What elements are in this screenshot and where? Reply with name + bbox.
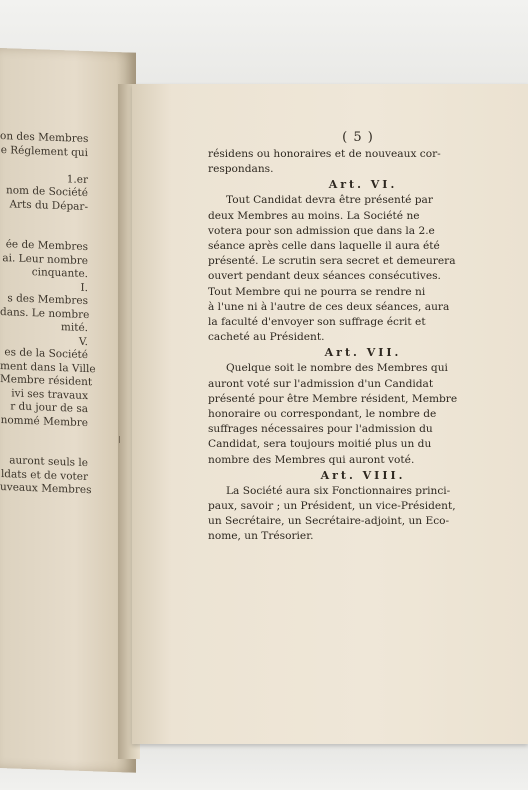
text-line: suffrages nécessaires pour l'admission du: [208, 423, 433, 436]
text-line: votera pour son admission que dans la 2.e: [208, 224, 435, 237]
left-text-line: mité.: [60, 321, 88, 335]
text-line: à l'une ni à l'autre de ces deux séances, aura: [208, 300, 450, 313]
left-text-line: auront seuls le: [9, 454, 88, 470]
text-line: deux Membres au moins. La Société ne: [208, 209, 420, 222]
left-text-line: on des Membres: [0, 130, 89, 146]
page-mark: [119, 436, 120, 443]
article-heading: Art. VI.: [328, 178, 398, 192]
left-text-line: r du jour de sa: [10, 400, 88, 416]
article-paragraph: [208, 484, 508, 545]
left-text-line: uveaux Membres: [0, 481, 92, 497]
text-line: auront voté sur l'admission d'un Candidat: [208, 377, 434, 390]
left-text-line: ldats et de voter: [0, 467, 88, 483]
text-line: résidens ou honoraires et de nouveaux cor-: [208, 148, 441, 160]
intro-paragraph: [208, 147, 508, 177]
left-text-line: V.: [78, 335, 88, 348]
page-number: ( 5 ): [342, 130, 374, 145]
left-page-text: [0, 130, 136, 499]
left-text-line: cinquante.: [31, 266, 88, 281]
left-text-line: ai. Leur nombre: [2, 251, 88, 267]
article-heading: Art. VII.: [324, 346, 402, 360]
left-text-line: 1.er: [66, 172, 88, 186]
left-text-line: ée de Membres: [5, 238, 88, 254]
article-paragraph: [208, 361, 508, 467]
left-text-line: nom de Société: [5, 184, 88, 200]
left-text-line: ivi ses travaux: [11, 386, 88, 402]
text-line: honoraire ou correspondant, le nombre de: [208, 408, 437, 421]
text-line: ouvert pendant deux séances consécutives.: [208, 270, 441, 283]
text-line: présenté pour être Membre résident, Membre: [208, 392, 458, 405]
left-text-line: s des Membres: [7, 292, 88, 308]
text-line: paux, savoir ; un Président, un vice-Président,: [208, 500, 456, 513]
left-text-line: I.: [80, 281, 88, 294]
text-line: respondans.: [208, 163, 274, 176]
text-line: La Société aura six Fonctionnaires princi-: [226, 484, 451, 497]
article-paragraph: [208, 193, 508, 345]
articles: [208, 178, 508, 544]
text-line: Tout Membre qui ne pourra se rendre ni: [208, 285, 426, 298]
text-line: cacheté au Président.: [208, 331, 325, 344]
text-line: Candidat, sera toujours moitié plus un du: [208, 438, 432, 451]
text-line: Tout Candidat devra être présenté par: [226, 194, 433, 207]
left-text-line: Membre résident: [0, 373, 93, 389]
text-line: nome, un Trésorier.: [208, 530, 314, 543]
text-line: la faculté d'envoyer son suffrage écrit et: [208, 316, 426, 329]
text-line: nombre des Membres qui auront voté.: [208, 453, 415, 466]
left-text-line: nommé Membre: [0, 413, 88, 429]
text-line: Quelque soit le nombre des Membres qui: [226, 362, 448, 375]
left-text-line: Arts du Dépar-: [9, 197, 88, 213]
text-line: un Secrétaire, un Secrétaire-adjoint, un Eco-: [208, 515, 450, 528]
text-line: présenté. Le scrutin sera secret et demeurera: [208, 255, 456, 268]
page-content: [208, 130, 508, 545]
left-text-line: ment dans la Ville: [0, 359, 96, 375]
left-page: [0, 48, 136, 773]
left-text-line: es de la Société: [4, 346, 88, 362]
left-text-line: dans. Le nombre: [0, 305, 90, 321]
left-text-line: e Réglement qui: [0, 143, 88, 159]
text-line: séance après celle dans laquelle il aura été: [208, 240, 440, 253]
article-heading: Art. VIII.: [320, 468, 406, 482]
right-page: [132, 84, 528, 744]
